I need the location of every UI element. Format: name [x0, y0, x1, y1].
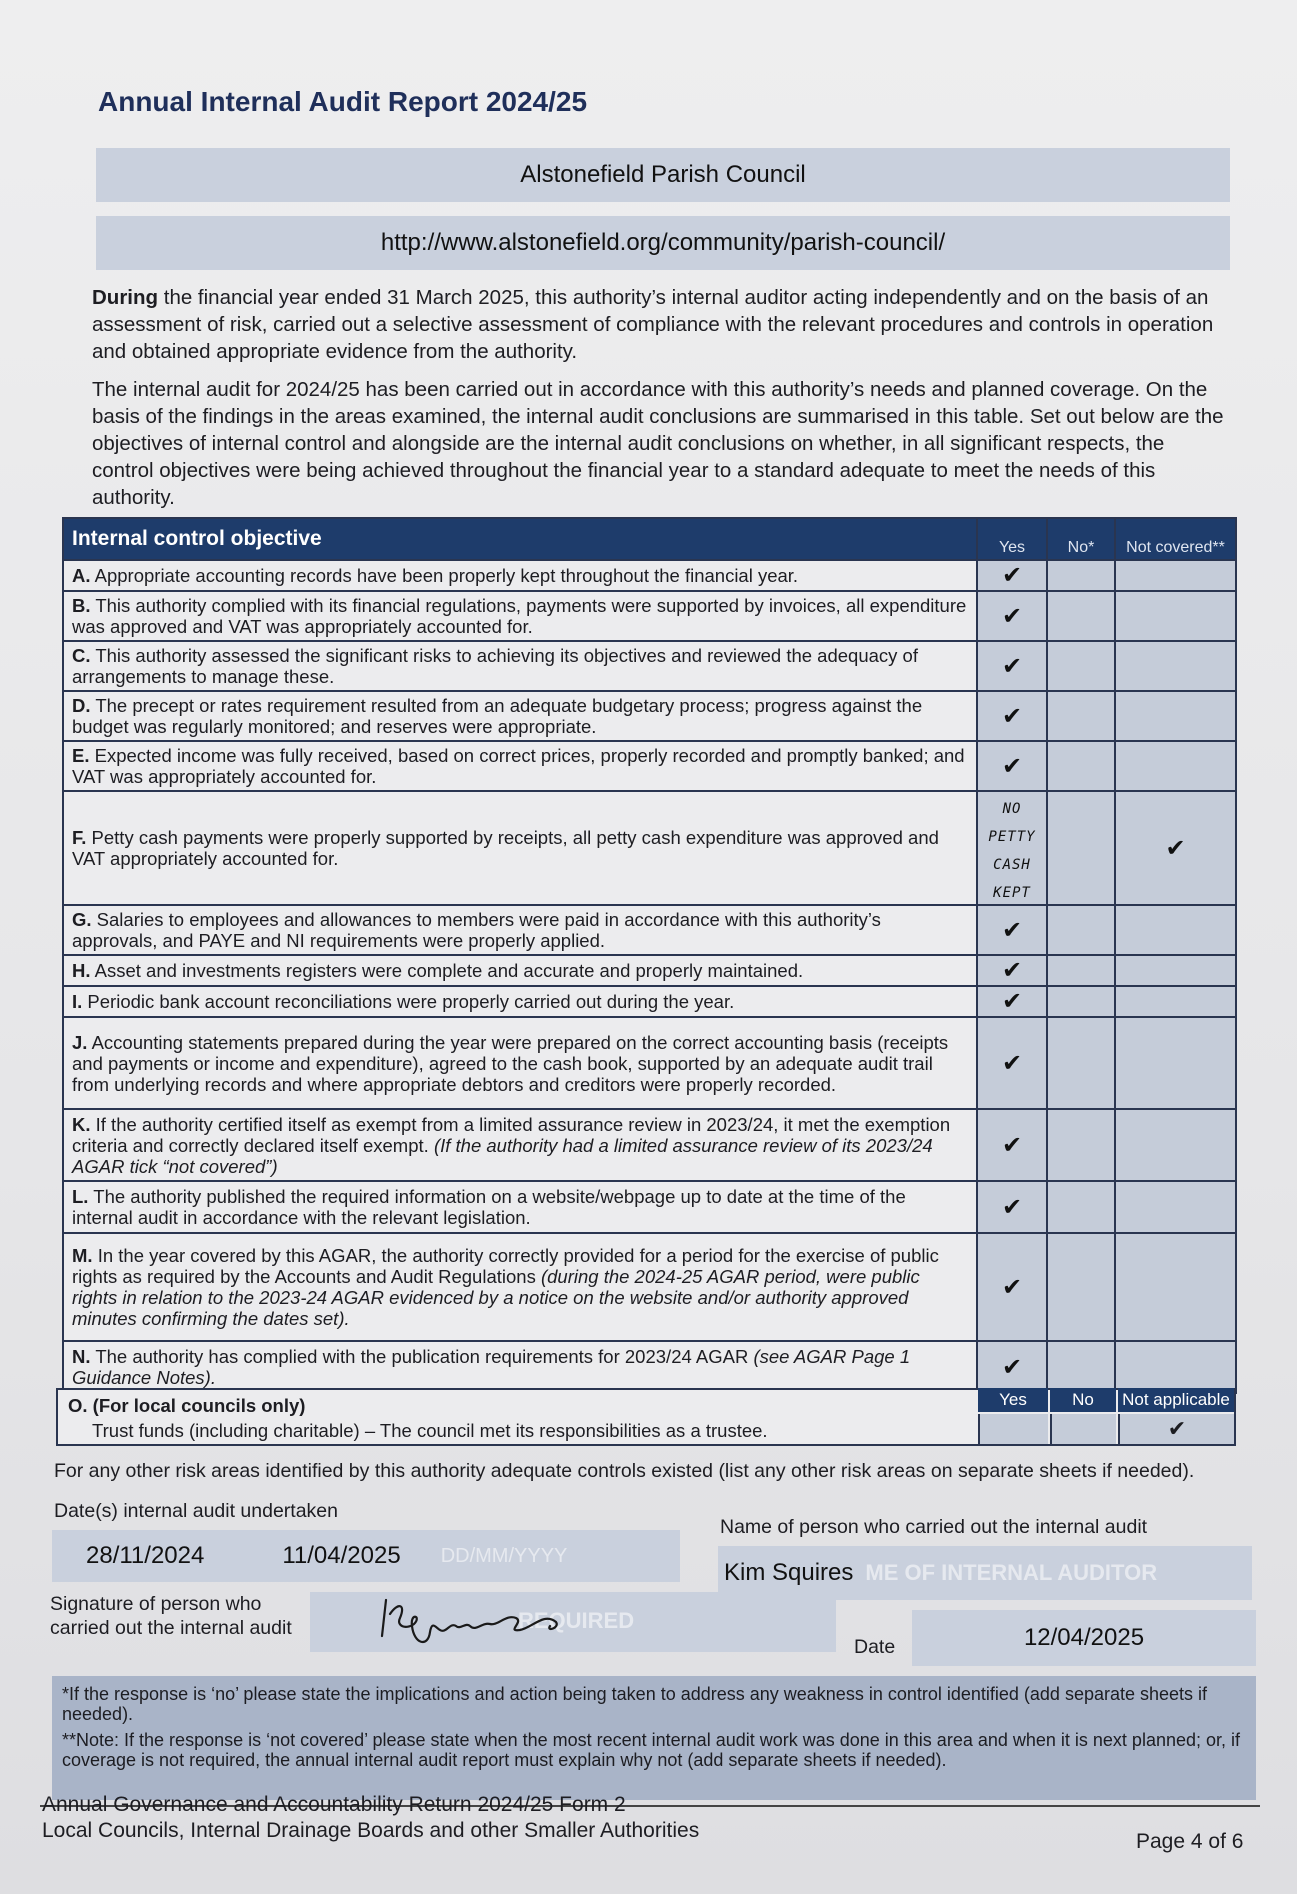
authority-name-field[interactable] [96, 148, 1230, 202]
objective-letter: G. [72, 909, 92, 930]
date-2: 11/04/2025 [282, 1542, 401, 1569]
signature-date: 12/04/2025 [1023, 1624, 1145, 1651]
control-objective [63, 986, 977, 1017]
not-covered-header: Not covered** [1115, 518, 1236, 560]
intro-bold-word: During [92, 286, 159, 309]
no-cell[interactable] [1047, 1341, 1115, 1393]
objective-letter: D. [72, 695, 91, 716]
objective-header: Internal control objective [63, 518, 977, 560]
objective-note: (If the authority had a limited assurance review of its 2023/24 AGAR tick “not covered”) [72, 1134, 933, 1177]
yes-cell[interactable] [977, 791, 1047, 905]
yes-cell[interactable]: ✔ [977, 986, 1047, 1017]
yes-cell[interactable]: ✔ [977, 560, 1047, 591]
objective-text: The authority has complied with the publication requirements for 2023/24 AGAR [95, 1346, 749, 1367]
signature-label-line1: Signature of person who [50, 1593, 262, 1615]
objective-letter: H. [72, 960, 91, 981]
signature-date-label: Date [854, 1636, 896, 1658]
yes-header: Yes [977, 518, 1047, 560]
yes-cell[interactable]: ✔ [977, 591, 1047, 641]
objective-text: This authority complied with its financial regulations, payments were supported by invoices, all expenditure was approved and VAT was appropriately accounted for. [72, 595, 967, 637]
footer-line2: Local Councils, Internal Drainage Boards and other Smaller Authorities [42, 1819, 700, 1842]
control-row [63, 1181, 1236, 1233]
control-objective [63, 560, 977, 591]
control-row [63, 1109, 1236, 1181]
control-objective [63, 905, 977, 955]
objective-text: Petty cash payments were properly supported by receipts, all petty cash expenditure was approved and VAT appropriately accounted for. [72, 827, 939, 869]
not-covered-cell[interactable] [1115, 1233, 1236, 1341]
objective-letter: M. [72, 1245, 93, 1266]
yes-cell[interactable]: ✔ [977, 1233, 1047, 1341]
intro-paragraph-2: The internal audit for 2024/25 has been carried out in accordance with this authority’s needs and planned coverage. On the basis of the findings in the areas examined, the internal audit conclusions are summarised in this table. Set out below are the objectives of internal control and alongside are the internal audit conclusions on whether, in all significant respects, the control objectives were being achieved throughout the financial year to a standard adequate to meet the needs of this authority. [92, 378, 1224, 509]
objective-letter: A. [72, 565, 91, 586]
yes-cell[interactable]: ✔ [977, 641, 1047, 691]
control-row [63, 591, 1236, 641]
no-cell[interactable] [1047, 591, 1115, 641]
not-covered-cell[interactable] [1115, 905, 1236, 955]
objective-text: Expected income was fully received, based on correct prices, properly recorded and promptly banked; and VAT was appropriately accounted for. [72, 745, 965, 787]
no-cell[interactable] [1047, 1233, 1115, 1341]
no-cell[interactable] [1047, 691, 1115, 741]
page-title: Annual Internal Audit Report 2024/25 [98, 86, 588, 117]
control-objective [63, 955, 977, 986]
yes-cell[interactable]: ✔ [977, 1181, 1047, 1233]
objective-letter: J. [72, 1031, 88, 1053]
o-yes-header: Yes [978, 1388, 1048, 1412]
objective-letter: C. [72, 645, 91, 666]
no-cell[interactable] [1047, 1181, 1115, 1233]
not-covered-cell[interactable] [1115, 741, 1236, 791]
objective-letter: I. [72, 991, 83, 1012]
no-cell[interactable] [1047, 1109, 1115, 1181]
control-objective [63, 591, 977, 641]
objective-text: This authority assessed the significant risks to achieving its objectives and reviewed the adequacy of arrangements to manage these. [72, 645, 918, 687]
signature-label-line2: carried out the internal audit [50, 1617, 292, 1639]
trust-funds-text: Trust funds (including charitable) – The council met its responsibilities as a trustee. [92, 1420, 768, 1441]
control-objective [63, 791, 977, 905]
objective-text: Appropriate accounting records have been properly kept throughout the financial year. [94, 565, 799, 586]
internal-control-table [62, 517, 1237, 1394]
website-field[interactable] [96, 216, 1230, 270]
auditor-name-label: Name of person who carried out the internal audit [720, 1516, 1148, 1538]
handwritten-signature [310, 1592, 836, 1652]
page-number: Page 4 of 6 [1136, 1830, 1244, 1853]
control-row [63, 1017, 1236, 1109]
control-row [63, 986, 1236, 1017]
o-na-header: Not applicable [1118, 1388, 1234, 1412]
objective-letter: E. [72, 745, 90, 766]
yes-cell[interactable]: ✔ [977, 905, 1047, 955]
objective-note: (see AGAR Page 1 Guidance Notes). [72, 1346, 911, 1388]
no-header: No* [1047, 518, 1115, 560]
control-row [63, 1341, 1236, 1393]
control-row [63, 641, 1236, 691]
signature-placeholder: REQUIRED [518, 1608, 635, 1633]
signature-label [50, 1592, 292, 1640]
objective-letter: L. [72, 1186, 89, 1207]
objective-text: In the year covered by this AGAR, the authority correctly provided for a period for the exercise of public rights as required by the Accounts and Audit Regulations [72, 1245, 939, 1287]
dates-field[interactable] [52, 1530, 680, 1582]
trust-funds-row [56, 1388, 1236, 1446]
objective-text: The precept or rates requirement resulted from an adequate budgetary process; progress against the budget was regularly monitored; and reserves were appropriate. [72, 695, 923, 737]
control-objective [63, 1233, 977, 1341]
objective-text: The authority published the required information on a website/webpage up to date at the time of the internal audit in accordance with the relevant legislation. [72, 1186, 906, 1228]
not-covered-cell[interactable] [1115, 641, 1236, 691]
no-cell[interactable] [1047, 905, 1115, 955]
objective-note: (during the 2024-25 AGAR period, were public rights in relation to the 2023-24 AGAR evidenced by a notice on the website and/or authority approved minutes confirming the dates set). [72, 1266, 920, 1329]
control-objective [63, 641, 977, 691]
auditor-placeholder: ME OF INTERNAL AUDITOR [865, 1560, 1158, 1585]
auditor-name: Kim Squires [724, 1559, 854, 1586]
not-covered-cell[interactable] [1115, 691, 1236, 741]
no-cell[interactable] [1047, 955, 1115, 986]
objective-text: Asset and investments registers were complete and accurate and properly maintained. [94, 960, 804, 981]
no-cell[interactable] [1047, 791, 1115, 905]
intro-paragraph-1 [92, 284, 1227, 365]
control-objective [63, 1181, 977, 1233]
trust-funds-title: O. (For local councils only) [68, 1395, 306, 1416]
objective-text: Periodic bank account reconciliations were properly carried out during the year. [87, 991, 735, 1012]
dates-label: Date(s) internal audit undertaken [54, 1500, 338, 1522]
control-objective [63, 1109, 977, 1181]
no-cell[interactable] [1047, 641, 1115, 691]
authority-name: Alstonefield Parish Council [520, 161, 806, 188]
website-url: http://www.alstonefield.org/community/parish-council/ [380, 229, 946, 256]
yes-cell[interactable]: ✔ [977, 1109, 1047, 1181]
handwritten-note: NO PETTY CASH KEPT [988, 801, 1036, 901]
control-row [63, 905, 1236, 955]
not-covered-cell[interactable] [1115, 560, 1236, 591]
control-objective [63, 1017, 977, 1109]
o-no-header: No [1050, 1388, 1116, 1412]
date-1: 28/11/2024 [86, 1542, 205, 1569]
footnotes-box [52, 1676, 1256, 1800]
no-cell[interactable] [1047, 1017, 1115, 1109]
control-row [63, 560, 1236, 591]
not-covered-cell[interactable] [1115, 1109, 1236, 1181]
objective-text: Salaries to employees and allowances to members were paid in accordance with this authority’s approvals, and PAYE and NI requirements were properly applied. [72, 909, 881, 951]
yes-cell[interactable]: ✔ [977, 691, 1047, 741]
not-covered-cell[interactable] [1115, 986, 1236, 1017]
other-risks-text: For any other risk areas identified by this authority adequate controls existed (list any other risk areas on separate sheets if needed). [54, 1460, 1195, 1482]
not-covered-cell[interactable]: ✔ [1115, 791, 1236, 905]
footnote-not-covered: **Note: If the response is ‘not covered’ please state when the most recent internal audit work was done in this area and when it is next planned; or, if coverage is not required, the annual internal audit report must explain why not (add separate sheets if needed). [62, 1730, 1241, 1770]
o-no-box[interactable] [1050, 1414, 1116, 1444]
signature-date-field[interactable] [912, 1610, 1256, 1666]
not-covered-cell[interactable] [1115, 955, 1236, 986]
intro-p1-text: the financial year ended 31 March 2025, this authority’s internal auditor acting independently and on the basis of an assessment of risk, carried out a selective assessment of compliance with the relevant procedures and controls in operation and obtained appropriate evidence from the authority. [92, 286, 1214, 363]
objective-letter: N. [72, 1346, 91, 1367]
yes-cell[interactable]: ✔ [977, 1017, 1047, 1109]
o-yes-box[interactable] [978, 1414, 1048, 1444]
footer-text [42, 1792, 699, 1844]
no-cell[interactable] [1047, 560, 1115, 591]
not-covered-cell[interactable] [1115, 591, 1236, 641]
control-objective [63, 741, 977, 791]
no-cell[interactable] [1047, 986, 1115, 1017]
objective-text: Accounting statements prepared during the year were prepared on the correct accounting basis (receipts and payments or income and expenditure), agreed to the cash book, supported by an adequate audit trail from underlying records and where appropriate debtors and creditors were properly recorded. [72, 1031, 949, 1095]
footer-line1: Annual Governance and Accountability Return 2024/25 Form 2 [42, 1793, 626, 1816]
date-placeholder: DD/MM/YYYY [440, 1544, 568, 1567]
yes-cell[interactable]: ✔ [977, 741, 1047, 791]
not-covered-cell[interactable] [1115, 1181, 1236, 1233]
objective-letter: K. [72, 1113, 91, 1135]
footnote-no: *If the response is ‘no’ please state the implications and action being taken to address any weakness in control identified (add separate sheets if needed). [62, 1684, 1208, 1724]
control-row [63, 741, 1236, 791]
objective-letter: B. [72, 595, 91, 616]
control-row [63, 691, 1236, 741]
objective-letter: F. [72, 827, 87, 848]
control-row [63, 955, 1236, 986]
not-covered-cell[interactable] [1115, 1017, 1236, 1109]
yes-cell[interactable]: ✔ [977, 1341, 1047, 1393]
control-row [63, 1233, 1236, 1341]
control-objective [63, 691, 977, 741]
control-row [63, 791, 1236, 905]
control-objective [63, 1341, 977, 1393]
signature-field[interactable] [310, 1592, 836, 1652]
o-na-box[interactable]: ✔ [1118, 1414, 1234, 1444]
objective-text: If the authority certified itself as exempt from a limited assurance review in 2023/24, it met the exemption criteria and correctly declared itself exempt. [72, 1113, 951, 1156]
not-covered-cell[interactable] [1115, 1341, 1236, 1393]
yes-cell[interactable]: ✔ [977, 955, 1047, 986]
no-cell[interactable] [1047, 741, 1115, 791]
